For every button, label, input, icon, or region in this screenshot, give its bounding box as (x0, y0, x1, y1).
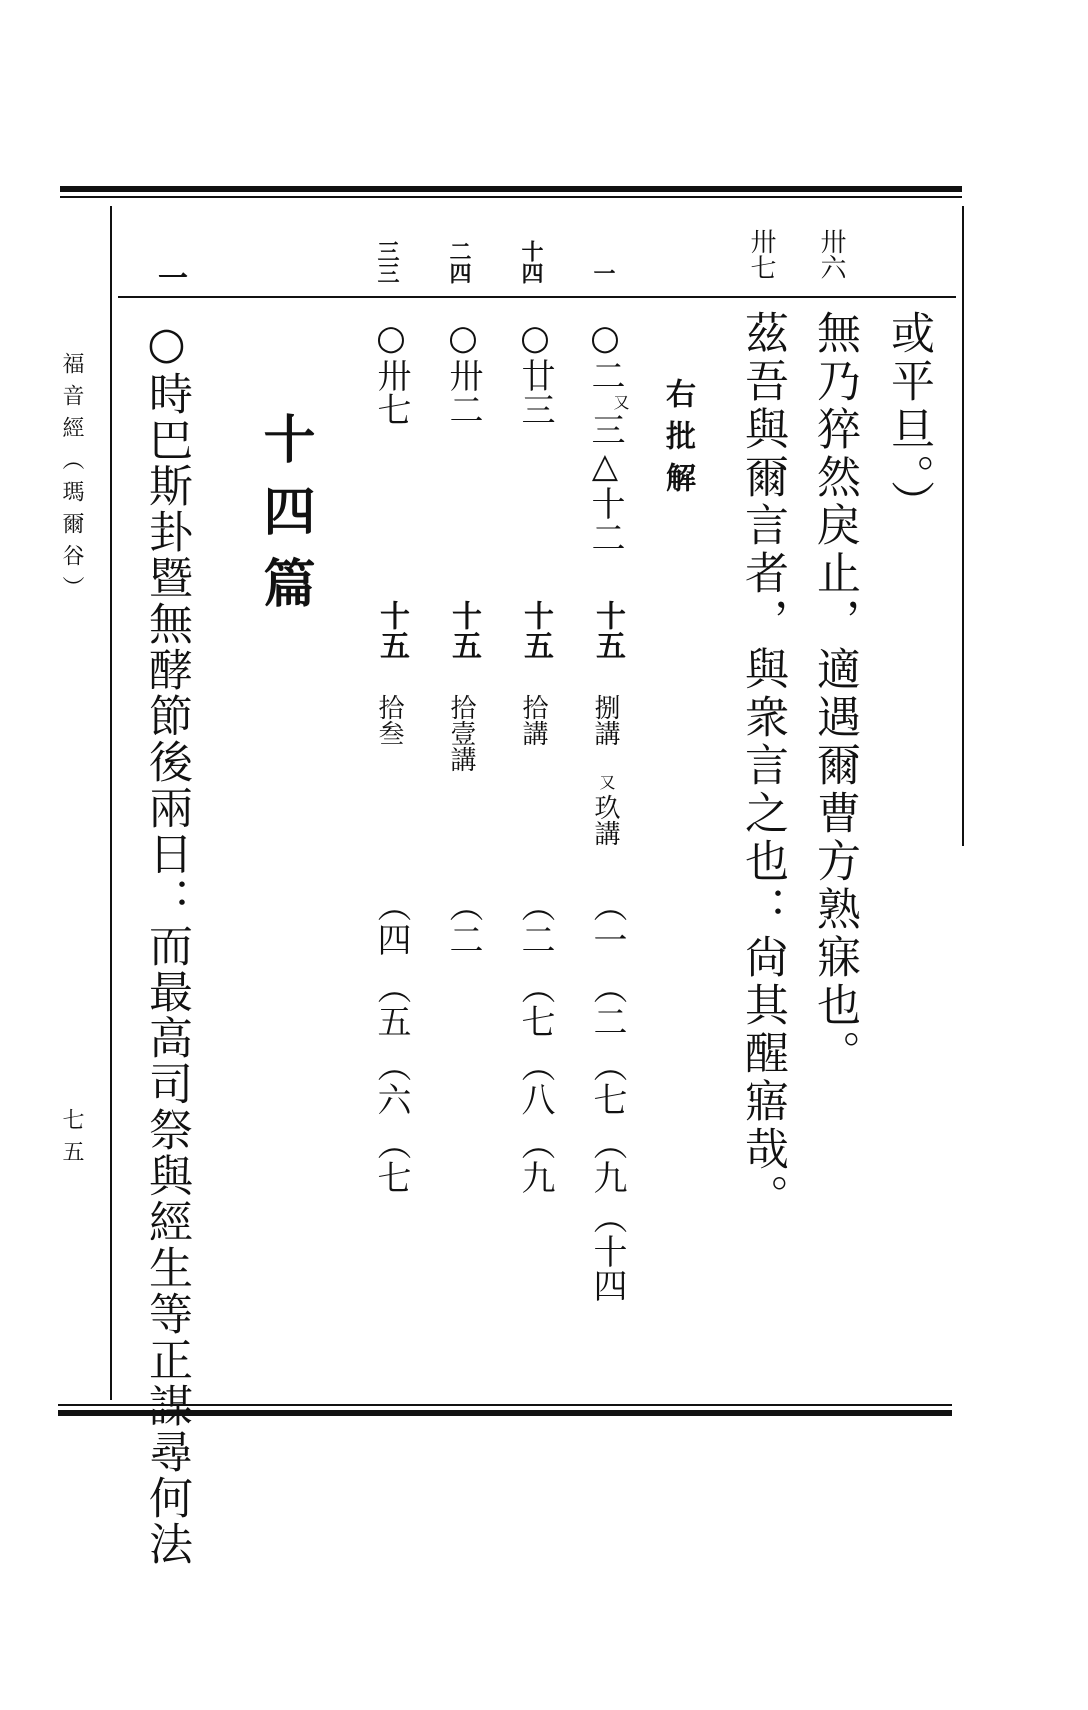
bottom-rule-thick (58, 1410, 952, 1416)
commentary-row-4-lecture: 拾叁 (374, 694, 404, 746)
commentary-row-2-note-2: （七 (515, 970, 555, 1038)
commentary-row-4-note-1: （四 (371, 888, 411, 956)
chapter-heading: 十四篇 (254, 412, 315, 628)
commentary-row-1-note-3: （七 (587, 1048, 627, 1116)
commentary-row-3-lecture: 拾壹講 (446, 694, 476, 772)
commentary-row-1-note-1: （一 (587, 888, 627, 956)
commentary-row-3-chapter: 十五 (446, 600, 481, 660)
commentary-row-2-lecture: 拾講 (518, 694, 548, 746)
verse-37-text: 茲吾與爾言者，與衆言之也：尙其醒寤哉。 (737, 310, 788, 1222)
commentary-row-2-note-3: （八 (515, 1048, 555, 1116)
verse-number-37: 卅七 (746, 228, 776, 280)
commentary-row-4-verse: 三三 (374, 240, 400, 284)
commentary-row-1-ref: ○二 (585, 318, 625, 392)
commentary-row-4-note-3: （六 (371, 1048, 411, 1116)
commentary-row-1-verse: 一 (590, 262, 616, 284)
commentary-row-1-mark: 又 (611, 394, 630, 410)
commentary-row-3-note-1: （二 (443, 888, 483, 956)
commentary-row-2-ref: ○廿三 (515, 318, 555, 426)
carry-over-text: 或平旦。） (883, 310, 934, 528)
bottom-rule-thin (58, 1404, 952, 1406)
commentary-row-4-note-2: （五 (371, 970, 411, 1038)
commentary-row-3-ref: ○卅二 (443, 318, 483, 426)
commentary-row-1-note-2: （二 (587, 970, 627, 1038)
verse-number-36: 卅六 (816, 228, 846, 280)
right-frame-line (962, 206, 964, 846)
margin-page-number: 七五 (59, 1108, 84, 1172)
chapter-14-verse-1-text: ○時巴斯卦暨無酵節後兩日：而最高司祭與經生等正謀尋何法 (141, 318, 192, 1567)
commentary-row-4-ref: ○卅七 (371, 318, 411, 426)
commentary-row-1-ref-tail: 三△十二 (585, 412, 625, 554)
commentary-row-2-chapter: 十五 (518, 600, 553, 660)
top-rule-thick (60, 186, 962, 192)
verse-number-divider (118, 296, 956, 298)
commentary-row-1-lecture-mark: 又 (597, 774, 616, 790)
margin-book-title: 福音經（瑪爾谷） (59, 352, 84, 608)
commentary-row-4-note-4: （七 (371, 1126, 411, 1194)
commentary-row-1-lecture: 捌講 (590, 694, 620, 746)
commentary-row-4-chapter: 十五 (374, 600, 409, 660)
commentary-row-2-verse: 十四 (518, 240, 544, 284)
chapter-14-verse-number-1: 一 (152, 262, 187, 292)
top-rule-thin (60, 196, 962, 198)
commentary-row-1-note-4: （九 (587, 1126, 627, 1194)
left-frame-line (110, 206, 112, 1400)
commentary-row-3-verse: 二四 (446, 240, 472, 284)
commentary-row-1-lecture-tail: 玖講 (590, 794, 620, 846)
commentary-title: 右批解 (660, 378, 695, 504)
verse-36-text: 無乃猝然戾止，適遇爾曹方熟寐也。 (809, 310, 860, 1078)
commentary-row-1-chapter: 十五 (590, 600, 625, 660)
commentary-row-2-note-4: （九 (515, 1126, 555, 1194)
commentary-row-1-note-5: （十四 (587, 1200, 627, 1302)
commentary-row-2-note-1: （二 (515, 888, 555, 956)
